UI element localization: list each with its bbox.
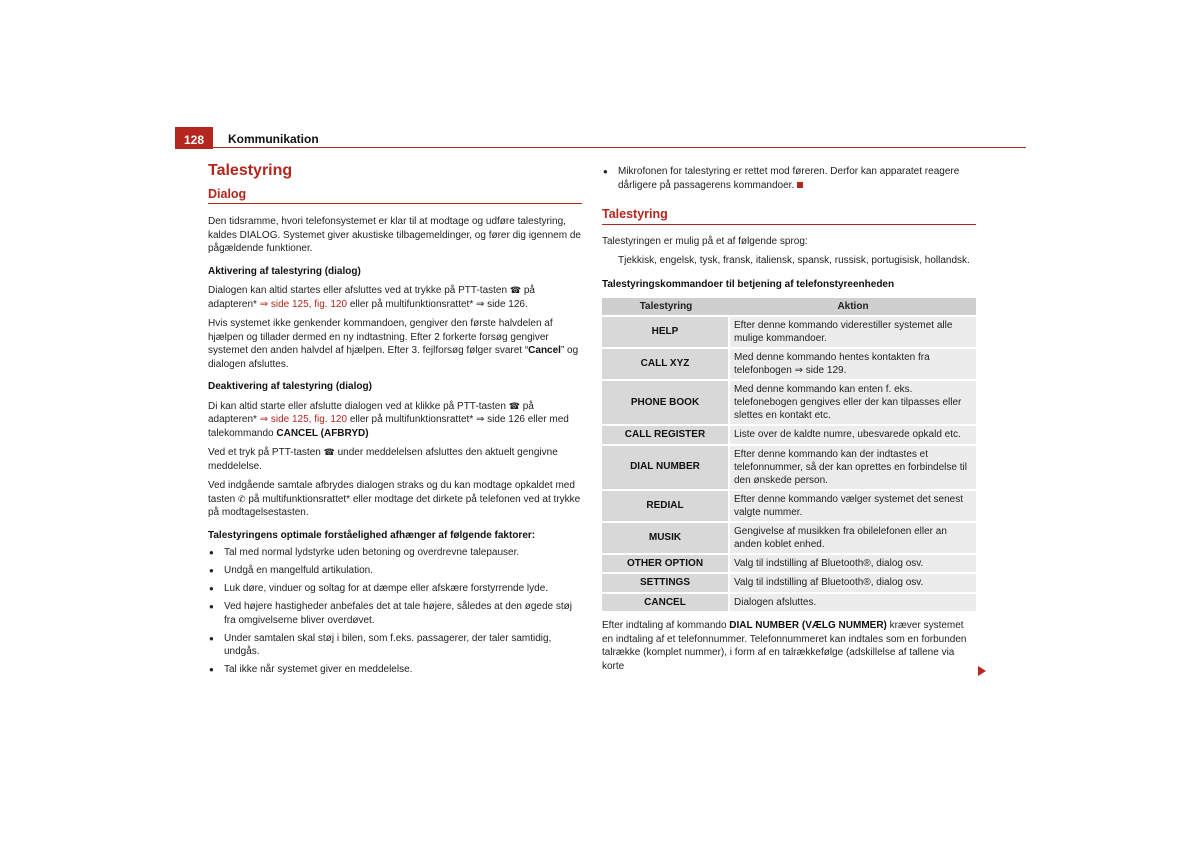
- text-run: kræver systemet en indtaling af et telefonnummer. Telefonnummeret kan indtales som en forbunden talrække (komplet nummer), i form af en talrækkefølge (adskillelse af tallene via korte: [602, 620, 967, 672]
- command-cell: REDIAL: [602, 491, 730, 521]
- table-row: [602, 594, 976, 612]
- cross-reference-link[interactable]: ⇒ side 125, fig. 120: [259, 298, 348, 310]
- left-column: [208, 164, 582, 681]
- right-column: [602, 165, 976, 679]
- list-item: ● Tal ikke når systemet giver en meddelelse.: [208, 663, 582, 677]
- command-cell: HELP: [602, 317, 730, 347]
- table-row: [602, 349, 976, 379]
- list-item: [602, 165, 976, 192]
- list-item: ● Tal med normal lydstyrke uden betoning og overdrevne talepauser.: [208, 546, 582, 560]
- deactivation-paragraph-3: [208, 479, 582, 520]
- activation-paragraph-1: [208, 284, 582, 311]
- list-item: ● Ved højere hastigheder anbefales det at tale højere, således at den øgede støj fra omgivelserne bliver overdøvet.: [208, 600, 582, 627]
- microphone-note: [602, 165, 976, 192]
- table-header-row: [602, 298, 976, 315]
- page-title: Talestyring: [208, 162, 293, 179]
- table-row: [602, 555, 976, 573]
- dial-number-paragraph: [602, 619, 976, 673]
- section-heading-talestyring: Talestyring: [602, 208, 976, 225]
- command-cell: CANCEL: [602, 594, 730, 612]
- activation-paragraph-2: [208, 317, 582, 371]
- text-run: Hvis systemet ikke genkender kommandoen, gengiver den første halvdelen af hjælpen og tillader dermed en ny indtastning. Efter 2 forkerte forsøg gengiver systemet den anden halvdel af hjælpen. Efter 3. fejlforsøg følger svaret “: [208, 318, 553, 356]
- languages-list: Tjekkisk, engelsk, tysk, fransk, italiensk, spansk, russisk, portugisisk, hollandsk.: [618, 255, 970, 266]
- command-cell: MUSIK: [602, 523, 730, 553]
- end-mark-icon: [797, 182, 803, 188]
- languages-intro: Talestyringen er mulig på et af følgende sprog:: [602, 235, 808, 247]
- table-row: [602, 491, 976, 521]
- text-run: på multifunktionsrattet* eller modtage det dirkete på telefonen ved at trykke på modtagelsestasten.: [208, 493, 581, 518]
- table-row: [602, 523, 976, 553]
- column-header: Talestyring: [602, 298, 730, 315]
- text-run: på adapteren*: [208, 285, 535, 310]
- action-cell: Med denne kommando kan enten f. eks. telefonebogen gengives eller der kan tilpasses eller slettes en kontakt etc.: [730, 381, 976, 424]
- text-run: Ved et tryk på PTT-tasten: [208, 447, 321, 458]
- action-cell: Med denne kommando hentes kontakten fra telefonbogen ⇒ side 129.: [730, 349, 976, 379]
- deactivation-paragraph-2: [208, 446, 582, 473]
- action-cell: Dialogen afsluttes.: [730, 594, 976, 612]
- factors-heading: Talestyringens optimale forståelighed afhænger af følgende faktorer:: [208, 529, 536, 541]
- action-cell: Efter denne kommando kan der indtastes et telefonnummer, så der kan oprettes en forbindelse til den ønskede person.: [730, 446, 976, 489]
- page-number: 128: [175, 127, 213, 149]
- column-header: Aktion: [730, 298, 976, 315]
- action-cell: Efter denne kommando vælger systemet det senest valgte nummer.: [730, 491, 976, 521]
- list-item: ● Undgå en mangelfuld artikulation.: [208, 564, 582, 578]
- ptt-key-icon: ☎: [509, 285, 522, 295]
- table-row: [602, 317, 976, 347]
- text-run: Dialogen kan altid startes eller afsluttes ved at trykke på PTT-tasten: [208, 285, 508, 296]
- action-cell: Efter denne kommando viderestiller systemet alle mulige kommandoer.: [730, 317, 976, 347]
- table-row: [602, 574, 976, 592]
- text-run: under meddelelsen afsluttes den aktuelt gengivne meddelelse.: [208, 447, 558, 472]
- deactivation-paragraph-1: [208, 400, 582, 441]
- list-item: ● Luk døre, vinduer og soltag for at dæmpe eller afskære forstyrrende lyde.: [208, 582, 582, 596]
- command-cell: PHONE BOOK: [602, 381, 730, 424]
- list-item: ● Under samtalen skal støj i bilen, som f.eks. passagerer, der taler samtidig, undgås.: [208, 632, 582, 659]
- ptt-key-icon: ☎: [323, 447, 335, 457]
- command-cell: OTHER OPTION: [602, 555, 730, 573]
- continue-arrow-icon: [978, 666, 986, 676]
- table-row: [602, 446, 976, 489]
- deactivation-heading: Deaktivering af talestyring (dialog): [208, 381, 372, 392]
- section-heading-dialog: Dialog: [208, 188, 582, 205]
- command-cell: DIAL NUMBER: [602, 446, 730, 489]
- table-row: [602, 426, 976, 444]
- bold-term: Cancel: [528, 345, 561, 356]
- command-cell: SETTINGS: [602, 574, 730, 592]
- action-cell: Liste over de kaldte numre, ubesvarede opkald etc.: [730, 426, 976, 444]
- activation-heading: Aktivering af talestyring (dialog): [208, 265, 361, 277]
- text-run: eller på multifunktionsrattet* ⇒ side 126.: [349, 298, 528, 310]
- text-run: Efter indtaling af kommando: [602, 620, 727, 631]
- phone-receiver-icon: ✆: [238, 493, 246, 504]
- header-rule: [213, 147, 1026, 148]
- action-cell: Gengivelse af musikken fra obilelefonen eller an anden koblet enhed.: [730, 523, 976, 553]
- text-run: Ved indgående samtale afbrydes dialogen straks og du kan modtage opkaldet med tasten: [208, 480, 575, 505]
- voice-command-table: [602, 296, 976, 613]
- ptt-key-icon: ☎: [508, 400, 520, 411]
- text-run: ” og dialogen afsluttes.: [208, 345, 579, 370]
- action-cell: Valg til indstilling af Bluetooth®, dialog osv.: [730, 574, 976, 592]
- command-cell: CALL REGISTER: [602, 426, 730, 444]
- text-run: eller på multifunktionsrattet* ⇒ side 126 eller med talekommando: [208, 414, 569, 439]
- intro-paragraph: Den tidsramme, hvori telefonsystemet er klar til at modtage og udføre talestyring, kaldes DIALOG. Systemet giver akustiske tilbagemeldinger, og fører dig igennem de pågældende funktioner.: [208, 216, 581, 254]
- table-row: [602, 381, 976, 424]
- table-heading: Talestyringskommandoer til betjening af telefonstyreenheden: [602, 278, 895, 290]
- command-cell: CALL XYZ: [602, 349, 730, 379]
- text-run: Di kan altid starte eller afslutte dialogen ved at klikke på PTT-tasten: [208, 400, 506, 412]
- text-run: på adapteren*: [208, 400, 534, 425]
- factors-list: [208, 546, 582, 677]
- bold-term: DIAL NUMBER (VÆLG NUMMER): [729, 620, 887, 631]
- bold-term: CANCEL (AFBRYD): [276, 427, 369, 439]
- running-header: Kommunikation: [228, 132, 319, 146]
- action-cell: Valg til indstilling af Bluetooth®, dialog osv.: [730, 555, 976, 573]
- text-run: Mikrofonen for talestyring er rettet mod føreren. Derfor kan apparatet reagere dårligere på passagerens kommandoer.: [618, 166, 960, 191]
- cross-reference-link[interactable]: ⇒ side 125, fig. 120: [259, 414, 348, 425]
